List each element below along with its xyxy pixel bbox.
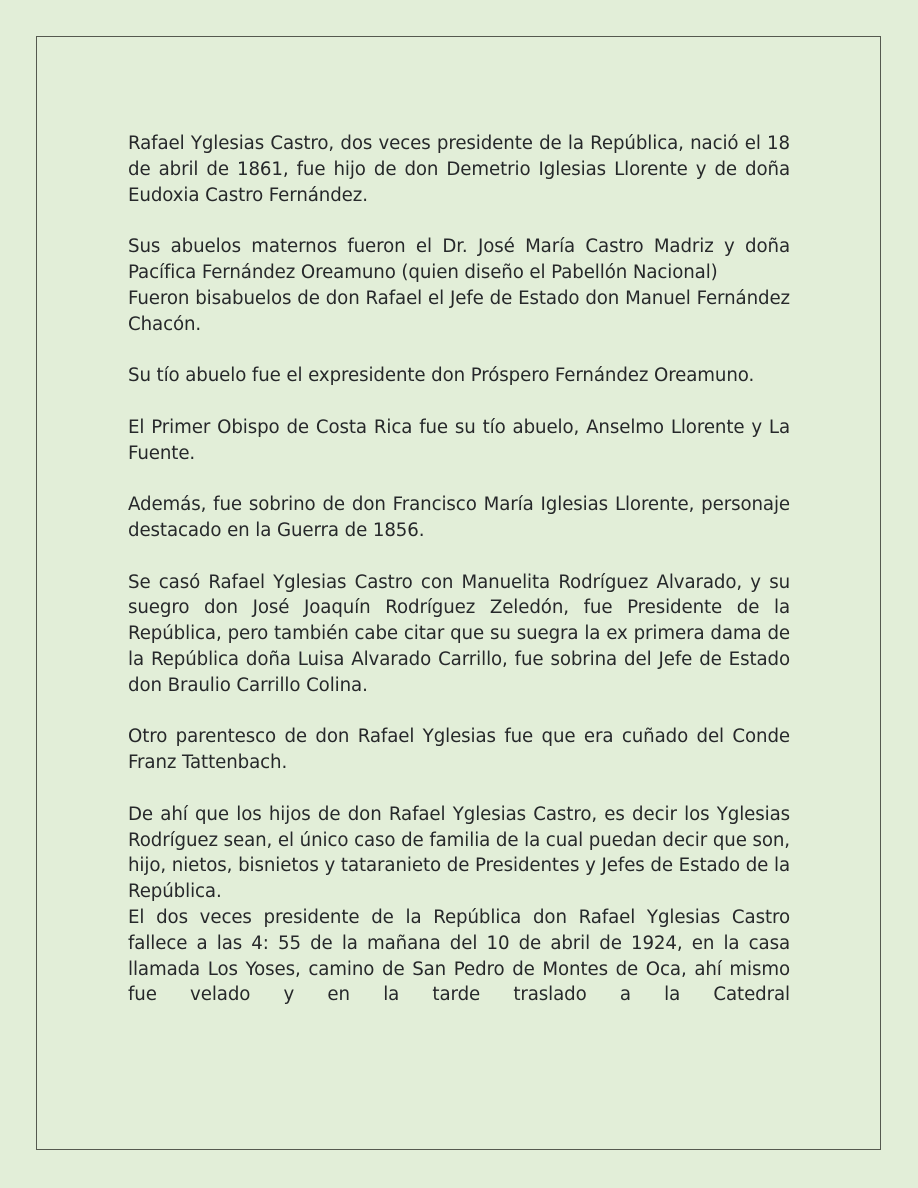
paragraph-nephew: Además, fue sobrino de don Francisco María Iglesias Llorente, personaje destacado en la Guerra de 1856. [128, 494, 790, 541]
paragraph-brother-in-law: Otro parentesco de don Rafael Yglesias fue que era cuñado del Conde Franz Tattenbach. [128, 726, 790, 774]
paragraph-descendants: De ahí que los hijos de don Rafael Yglesias Castro, es decir los Yglesias Rodríguez sean, el único caso de familia de la cual puedan decir que son, hijo, nietos, bisnietos y tataranieto de Presidentes y Jefes de Estado de la República. [128, 803, 790, 903]
document-body [128, 131, 790, 1008]
paragraph-great-uncle-president: Su tío abuelo fue el expresidente don Próspero Fernández Oreamuno. [128, 365, 755, 387]
paragraph-birth: Rafael Yglesias Castro, dos veces presidente de la República, nació el 18 de abril de 1861, fue hijo de don Demetrio Iglesias Llorente y de doña Eudoxia Castro Fernández. [128, 133, 790, 206]
paragraph-great-grandparents: Fueron bisabuelos de don Rafael el Jefe de Estado don Manuel Fernández Chacón. [128, 287, 790, 335]
paragraph-death: El dos veces presidente de la República don Rafael Yglesias Castro fallece a las 4: 55 de la mañana del 10 de abril de 1924, en la casa llamada Los Yoses, camino de San Pedro de Montes de Oca, ahí mismo fue velado y en la tarde traslado a la Catedral [128, 906, 790, 1006]
paragraph-marriage: Se casó Rafael Yglesias Castro con Manuelita Rodríguez Alvarado, y su suegro don José Joaquín Rodríguez Zeledón, fue Presidente de la República, pero también cabe citar que su suegra la ex primera dama de la República doña Luisa Alvarado Carrillo, fue sobrina del Jefe de Estado don Braulio Carrillo Colina. [128, 571, 790, 696]
paragraph-maternal-grandparents: Sus abuelos maternos fueron el Dr. José María Castro Madriz y doña Pacífica Fernández Oreamuno (quien diseño el Pabellón Nacional) [128, 236, 790, 283]
paragraph-first-bishop: El Primer Obispo de Costa Rica fue su tío abuelo, Anselmo Llorente y La Fuente. [128, 416, 790, 464]
